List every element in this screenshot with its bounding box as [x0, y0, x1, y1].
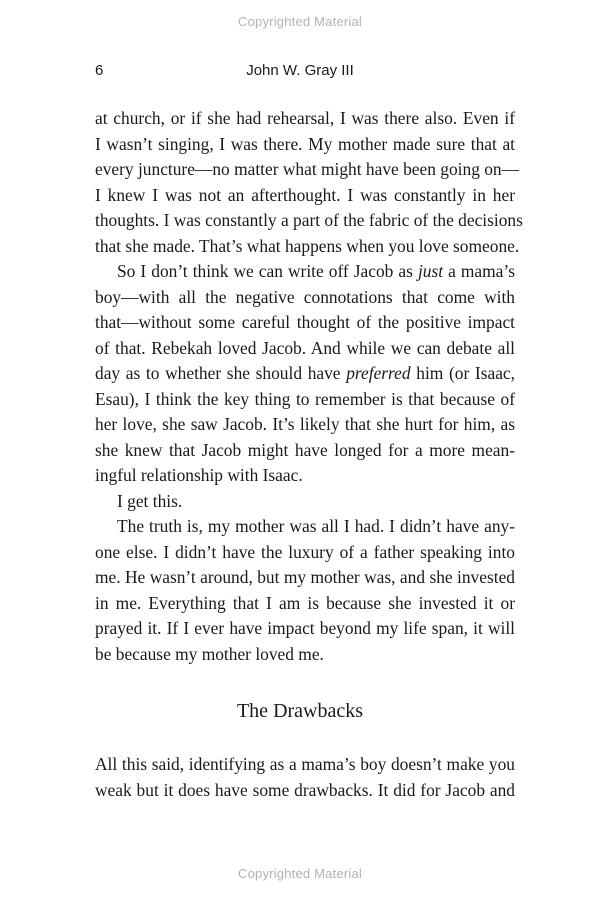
- body-text: [95, 106, 523, 667]
- text-line: of that. Rebekah loved Jacob. And while we can debate all: [95, 337, 515, 358]
- copyright-watermark-top: Copyrighted Material: [238, 14, 362, 29]
- author-running-title: John W. Gray III: [246, 62, 354, 79]
- text-line: weak but it does have some drawbacks. It did for Jacob and: [95, 779, 515, 800]
- running-header: [0, 62, 600, 84]
- text-line: The truth is, my mother was all I had. I didn’t have any-: [117, 516, 515, 536]
- text-line: be because my mother loved me.: [95, 643, 324, 664]
- text-line: that—without some careful thought of the positive impact: [95, 312, 515, 332]
- emphasis-just: just: [417, 261, 444, 281]
- text-line: her love, she saw Jacob. It’s likely that she hurt for him, as: [95, 414, 515, 434]
- text-line: I get this.: [117, 490, 183, 511]
- text-line: that she made. That’s what happens when you love someone.: [95, 235, 520, 256]
- text-line: one else. I didn’t have the luxury of a father speaking into: [95, 541, 515, 562]
- text-line: I wasn’t singing, I was there. My mother made sure that at: [95, 133, 515, 154]
- text-line: me. He wasn’t around, but my mother was, and she invested: [95, 567, 515, 587]
- text-line: she knew that Jacob might have longed for a more mean-: [95, 439, 515, 460]
- copyright-watermark-bottom: Copyrighted Material: [238, 866, 362, 881]
- text-line: at church, or if she had rehearsal, I was there also. Even if: [95, 108, 515, 128]
- text-line: thoughts. I was constantly a part of the fabric of the decisions: [95, 210, 523, 230]
- text-line: day as to whether she should have preferred him (or Isaac,: [95, 363, 515, 383]
- text-line: So I don’t think we can write off Jacob as just a mama’s: [117, 261, 515, 281]
- text-line: every juncture—no matter what might have been going on—: [95, 159, 520, 179]
- text-line: prayed it. If I ever have impact beyond my life span, it will: [95, 618, 515, 638]
- page-number: 6: [95, 62, 104, 79]
- text-line: Esau), I think the key thing to remember is that because of: [95, 388, 515, 409]
- text-line: All this said, identifying as a mama’s boy doesn’t make you: [95, 754, 515, 774]
- text-line: in me. Everything that I am is because she invested it or: [95, 592, 515, 613]
- text-line: I knew I was not an afterthought. I was constantly in her: [95, 184, 515, 205]
- text-line: boy—with all the negative connotations that come with: [95, 286, 515, 307]
- text-line: ingful relationship with Isaac.: [95, 465, 303, 485]
- section-body-text: [95, 752, 515, 803]
- emphasis-preferred: preferred: [346, 363, 411, 383]
- section-heading: The Drawbacks: [236, 700, 364, 722]
